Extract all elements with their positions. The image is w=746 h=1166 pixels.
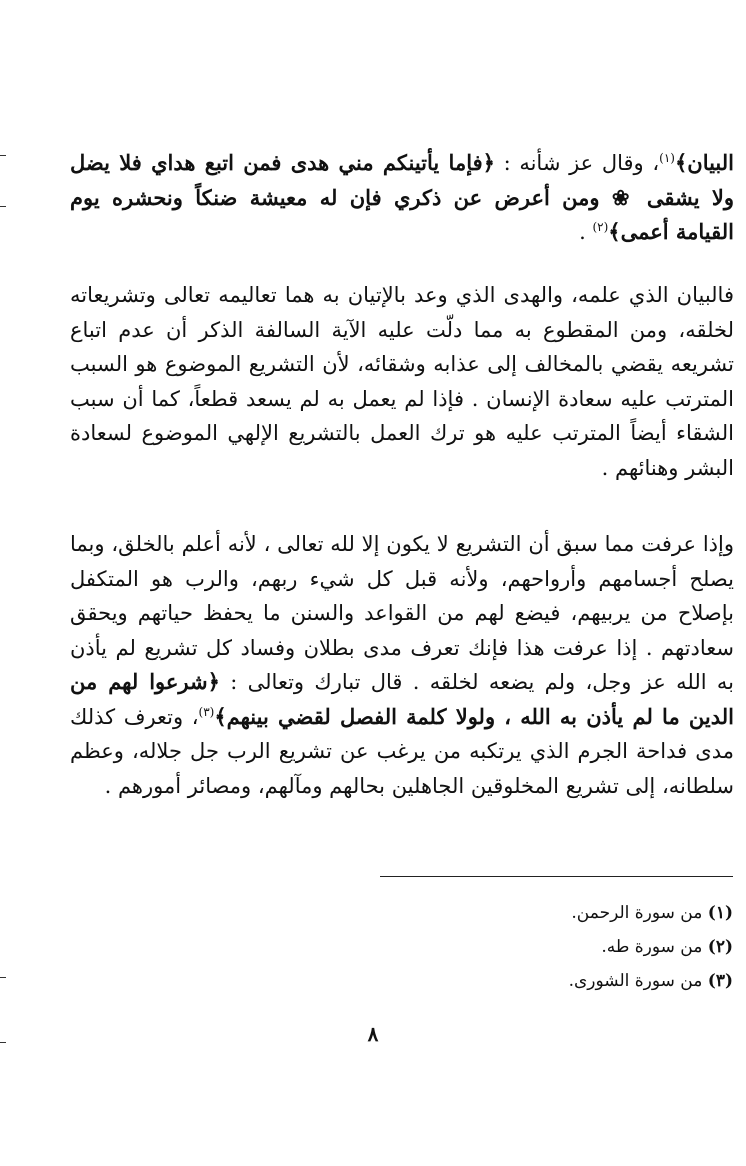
footnote-1 [380, 896, 733, 930]
body-text: ، وقال عز شأنه : [494, 151, 660, 175]
scan-edge-mark [0, 977, 6, 978]
footnote-separator [380, 876, 733, 877]
quran-quote: ﴾ [674, 150, 688, 175]
footnote-number: (١) [707, 903, 733, 923]
footnote-ref: (٢) [592, 220, 609, 234]
body-text: ، وتعرف كذلك مدى فداحة الجرم الذي يرتكبه من يرغب عن تشريع الرب جل جلاله، وعظم سلطانه، إلى تشريع المخلوقين الجاهلين بحالهم ومآلهم، ومصائر أمورهم . [70, 704, 734, 798]
scan-edge-mark [0, 206, 6, 207]
page-number: ٨ [367, 1022, 379, 1046]
paragraph-3 [70, 527, 734, 803]
paragraph-2 [70, 278, 734, 485]
body-text: . [579, 220, 593, 244]
quran-quote: ﴿فإما يأتينكم مني هدى فمن اتبع هداي فلا يضل ولا يشقى ❀ ومن أعرض عن ذكري فإن له معيشة ضنكاً ونحشره يوم القيامة أعمى﴾ [70, 150, 734, 244]
footnote-text: من سورة الرحمن. [571, 903, 703, 923]
footnote-number: (٢) [707, 937, 733, 957]
footnote-ref: (٣) [198, 704, 215, 719]
quran-quote: البيان [687, 150, 734, 175]
footnote-text: من سورة طه. [601, 937, 703, 957]
footnote-2 [380, 930, 733, 964]
scan-edge-mark [0, 155, 6, 156]
quran-quote: ﴿شرعوا لهم من الدين ما لم يأذن به الله ، ولولا كلمة الفصل لقضي بينهم﴾ [70, 669, 734, 729]
body-text: وإذا عرفت مما سبق أن التشريع لا يكون إلا لله تعالى ، لأنه أعلم بالخلق، وبما يصلح أجسامهم وأرواحهم، ولأنه قبل كل شيء ربهم، والرب هو المتكفل بإصلاح من يربيهم، فيضع لهم من القواعد والسنن ما يحفظ حياتهم ويحقق سعادتهم . إذا عرفت هذا فإنك تعرف مدى بطلان وفساد كل تشريع لم يأذن به الله عز وجل، ولم يضعه لخلقه . قال تبارك وتعالى : [70, 532, 734, 694]
paragraph-1 [70, 146, 734, 250]
body-text: فالبيان الذي علمه، والهدى الذي وعد بالإتيان به هما تعاليمه تعالى وتشريعاته لخلقه، ومن المقطوع به مما دلّت عليه الآية السالفة الذكر أن عدم اتباع تشريعه يقضي بالمخالف إلى عذابه وشقائه، لأن التشريع الموضوع هو السبب المترتب عليه سعادة الإنسان . فإذا لم يعمل به لم يسعد قطعاً، كما أن سبب الشقاء أيضاً المترتب عليه هو ترك العمل بالتشريع الإلهي الموضوع لسعادة البشر وهنائهم . [70, 283, 734, 480]
footnotes [380, 896, 733, 998]
footnote-number: (٣) [707, 971, 733, 991]
footnote-3 [380, 964, 733, 998]
footnote-ref: (١) [659, 151, 675, 165]
footnote-text: من سورة الشورى. [568, 971, 703, 991]
